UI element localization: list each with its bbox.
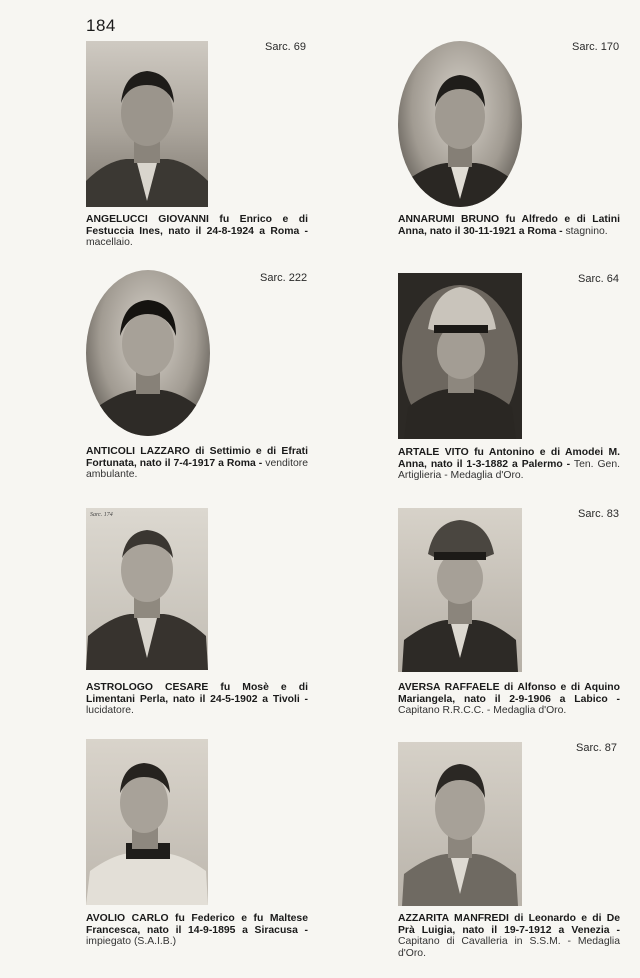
portrait-figure [398,273,522,439]
photo-stamp: Sarc. 174 [90,512,113,518]
person-details: ANNARUMI BRUNO fu Alfredo e di Latini Anna, nato il 30-11-1921 a Roma - [398,214,620,237]
sarcophagus-number: Sarc. 170 [572,41,620,53]
occupation: stagnino. [565,225,608,237]
caption [398,214,620,237]
person-details: ANGELUCCI GIOVANNI fu Enrico e di Festuccia Ines, nato il 24-8-1924 a Roma - [86,214,308,237]
portrait-figure [398,41,522,207]
portrait-photo [86,270,210,436]
person-details: AZZARITA MANFREDI di Leonardo e di De Prà Luigia, nato il 19-7-1912 a Venezia - [398,913,620,936]
portrait-photo [86,41,208,207]
portrait-photo [398,742,522,906]
occupation: Ten. Gen. Artiglieria - Medaglia d'Oro. [398,458,620,482]
occupation: venditore ambulante. [86,457,309,481]
portrait-photo [398,508,522,672]
portrait-figure [86,270,210,436]
sarcophagus-number: Sarc. 83 [578,508,619,520]
occupation: impiegato (S.A.I.B.) [86,936,177,948]
occupation: macellaio. [86,237,133,249]
portrait-photo [398,273,522,439]
caption [398,913,620,959]
caption [398,447,620,482]
person-details: ASTROLOGO CESARE fu Mosè e di Limentani Perla, nato il 24-5-1902 a Tivoli - [86,682,308,705]
occupation: Capitano di Cavalleria in S.S.M. - Medaglia d'Oro. [398,936,620,959]
person-details: ARTALE VITO fu Antonino e di Amodei M. Anna, nato il 1-3-1882 a Palermo - [398,447,620,470]
occupation: Capitano R.R.C.C. - Medaglia d'Oro. [398,705,567,717]
sarcophagus-number: Sarc. 222 [260,272,308,284]
sarcophagus-number: Sarc. 64 [578,273,619,285]
person-details: AVERSA RAFFAELE di Alfonso e di Aquino Mariangela, nato il 2-9-1906 a Labico - [398,682,620,705]
portrait-photo [86,739,208,905]
portrait-figure [86,739,208,905]
sarcophagus-number: Sarc. 87 [576,742,617,754]
portrait-photo [86,508,208,670]
occupation: lucidatore. [86,705,134,717]
portrait-figure [398,742,522,906]
person-details: ANTICOLI LAZZARO di Settimio e di Efrati Fortunata, nato il 7-4-1917 a Roma - [86,446,308,469]
caption [398,682,620,717]
portrait-photo [398,41,522,207]
portrait-figure [86,41,208,207]
caption [86,214,308,249]
caption [86,682,308,717]
portrait-figure [86,508,208,670]
caption [86,913,308,948]
caption [86,446,308,481]
portrait-figure [398,508,522,672]
page-number: 184 [86,16,116,35]
sarcophagus-number: Sarc. 69 [265,41,306,53]
person-details: AVOLIO CARLO fu Federico e fu Maltese Francesca, nato il 14-9-1895 a Siracusa - [86,913,308,936]
